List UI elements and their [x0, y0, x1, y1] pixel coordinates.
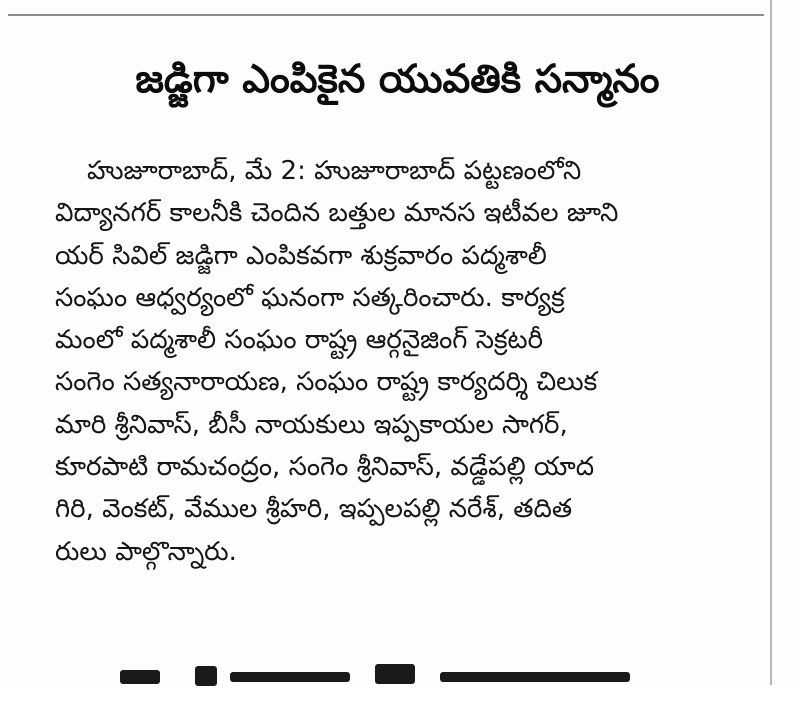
column-divider-rule [770, 0, 772, 685]
cropped-glyph [120, 670, 160, 684]
cropped-glyph [195, 666, 217, 686]
cropped-glyph [375, 664, 415, 684]
body-line: రులు పాల్గొన్నారు. [55, 536, 237, 567]
body-line: హుజూరాబాద్, మే 2: హుజూరాబాద్ పట్టణంలోని [87, 156, 582, 186]
body-line: గిరి, వెంకట్, వేముల శ్రీహరి, ఇప్పలపల్లి నరేశ్, తదిత [55, 494, 573, 525]
body-line: యర్ సివిల్ జడ్జిగా ఎంపికవగా శుక్రవారం పద్మశాలీ [55, 240, 547, 271]
body-line: సంఘం ఆధ్వర్యంలో ఘనంగా సత్కరించారు. కార్యక్ర [55, 282, 565, 313]
cropped-next-headline [120, 664, 640, 704]
body-line: మారి శ్రీనివాస్, బీసీ నాయకులు ఇప్పకాయల సాగర్, [55, 409, 568, 440]
body-line: సంగెం సత్యనారాయణ, సంఘం రాష్ట్ర కార్యదర్శి చిలుక [55, 367, 598, 398]
body-line: కూరపాటి రామచంద్రం, సంగెం శ్రీనివాస్, వడ్డేపల్లి యాద [55, 452, 595, 483]
top-divider-rule [8, 14, 764, 16]
cropped-glyph [230, 672, 350, 682]
article-body [55, 150, 760, 573]
article-headline: జడ్జిగా ఎంపికైన యువతికి సన్మానం [135, 57, 660, 102]
body-line: విద్యానగర్ కాలనీకి చెందిన బత్తుల మానస ఇటీవల జూని [55, 198, 619, 229]
cropped-glyph [440, 672, 630, 682]
body-line: మంలో పద్మశాలీ సంఘం రాష్ట్ర ఆర్గనైజింగ్ సెక్రటరీ [55, 325, 544, 356]
